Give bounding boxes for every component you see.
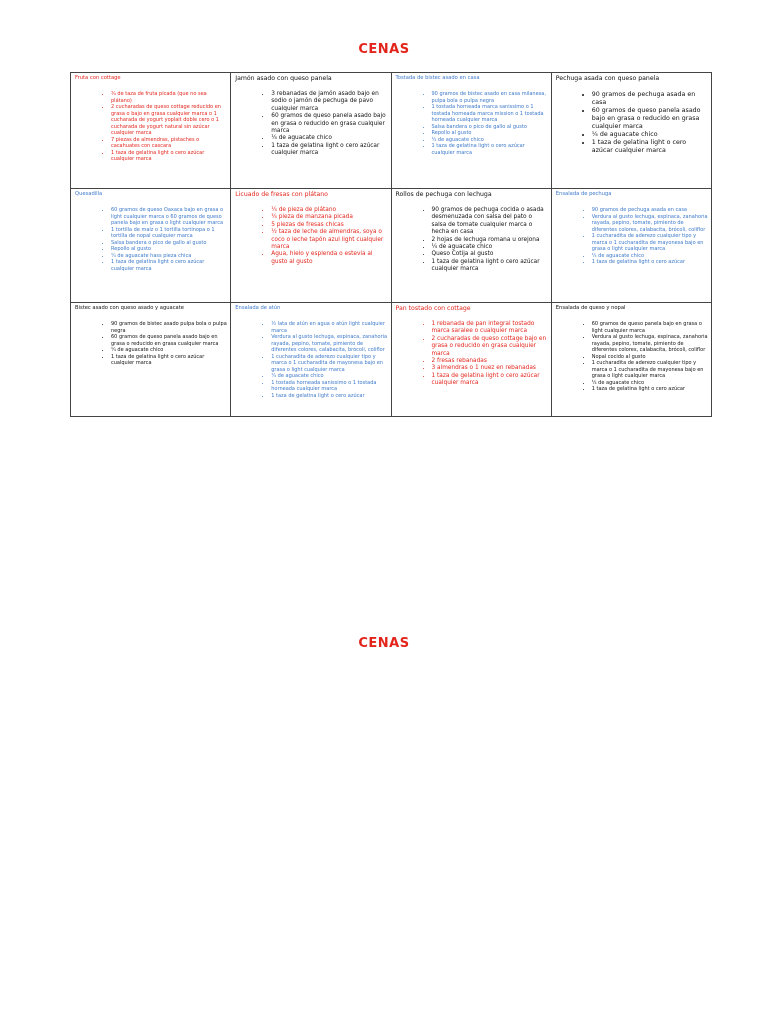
ingredient-item: • 2 cucharadas de queso cottage reducido en grasa o bajo en grasa cualquier marca o 1 cucharada de yogurt yoplait doble cero o 1 cucharada de yogurt natural sin azúcar cualquier marca bbox=[111, 104, 227, 137]
ingredient-list bbox=[75, 207, 227, 272]
ingredient-item: • Nopal cocido al gusto bbox=[592, 354, 708, 361]
ingredient-item: • 3 rebanadas de jamón asado bajo en sodio o jamón de pechuga de pavo cualquier marca bbox=[271, 91, 387, 113]
ingredient-item: • Queso Cotija al gusto bbox=[432, 251, 548, 258]
ingredient-item: • Verdura al gusto lechuga, espinaca, zanahoria rayada, pepino, tomate, pimiento de diferentes colores, calabacita, brócoli, coliflor bbox=[592, 334, 708, 354]
ingredient-item: • 90 gramos de pechuga asada en casa bbox=[592, 91, 708, 107]
ingredient-item: • ¾ de taza de fruta picada (que no sea plátano) bbox=[111, 91, 227, 104]
menu-cell bbox=[391, 189, 551, 303]
ingredient-list bbox=[235, 321, 387, 399]
ingredient-item: • 1 cucharadita de aderezo cualquier tipo y marca o 1 cucharadita de mayonesa bajo en grasa o light cualquier marca bbox=[592, 360, 708, 380]
menu-cell bbox=[551, 73, 711, 189]
ingredient-list bbox=[556, 207, 708, 266]
ingredient-item: • 1 tostada horneada sanissimo o 1 tostada horneada cualquier marca bbox=[271, 380, 387, 393]
recipe-title: Pechuga asada con queso panela bbox=[555, 75, 660, 82]
menu-cell bbox=[391, 73, 551, 189]
ingredient-item: • ¼ de aguacate chico bbox=[111, 347, 227, 354]
menu-cell bbox=[71, 303, 231, 417]
ingredient-item: • 1 taza de gelatina light o cero azúcar cualquier marca bbox=[271, 143, 387, 158]
ingredient-item: • 1 rebanada de pan integral tostado marca saralee o cualquier marca bbox=[432, 321, 548, 336]
ingredient-item: • 1 taza de gelatina light o cero azúcar cualquier marca bbox=[111, 354, 227, 367]
ingredient-item: • 1 taza de gelatina light o cero azúcar bbox=[592, 259, 708, 266]
ingredient-list bbox=[235, 91, 387, 158]
menu-cell bbox=[391, 303, 551, 417]
ingredient-item: • 60 gramos de queso panela bajo en grasa o light cualquier marca bbox=[592, 321, 708, 334]
ingredient-item: • Salsa bandera o pico de gallo al gusto bbox=[432, 124, 548, 131]
ingredient-item: • ¼ de aguacate chico bbox=[592, 380, 708, 387]
ingredient-item: • 90 gramos de pechuga asada en casa bbox=[592, 207, 708, 214]
page-title-2: CENAS bbox=[358, 636, 410, 651]
ingredient-item: • 1 taza de gelatina light o cero azúcar cualquier marca bbox=[432, 373, 548, 388]
ingredient-item: • 1 taza de gelatina light o cero azúcar cualquier marca bbox=[432, 143, 548, 156]
recipe-title: Ensalada de queso y nopal bbox=[555, 305, 626, 311]
table-row bbox=[71, 303, 712, 417]
menu-cell bbox=[231, 189, 391, 303]
ingredient-item: • 1 tostada horneada marca sanissimo o 1 tostada horneada marca mission o 1 tostada horneada cualquier marca bbox=[432, 104, 548, 124]
ingredient-item: • 1 taza de gelatina light o cero azúcar bbox=[271, 393, 387, 400]
ingredient-item: • ¼ de pieza de plátano bbox=[271, 207, 387, 214]
ingredient-list bbox=[556, 321, 708, 393]
recipe-title: Bistec asado con queso asado y aguacate bbox=[75, 305, 184, 311]
ingredient-item: • 1 taza de gelatina light o cero azúcar bbox=[592, 386, 708, 393]
ingredient-item: • ¼ pieza de manzana picada bbox=[271, 214, 387, 221]
page-title: CENAS bbox=[358, 42, 410, 57]
ingredient-item: • Verdura al gusto lechuga, espinaca, zanahoria rayada, pepino, tomate, pimiento de diferentes colores, calabacita, brócoli, coliflor bbox=[271, 334, 387, 354]
menu-cell bbox=[71, 189, 231, 303]
ingredient-item: • Agua, hielo y esplenda o estevia al gusto al gusto bbox=[271, 251, 387, 266]
menu-cell bbox=[551, 189, 711, 303]
ingredient-item: • Salsa bandera o pico de gallo al gusto bbox=[111, 240, 227, 247]
menu-table bbox=[70, 72, 712, 417]
ingredient-item: • 90 gramos de pechuga cocida o asada desmenuzada con salsa del pato o salsa de tomate cualquier marca o hecha en casa bbox=[432, 207, 548, 237]
ingredient-item: • Repollo al gusto bbox=[111, 246, 227, 253]
ingredient-item: • 60 gramos de queso Oaxaca bajo en grasa o light cualquier marca o 60 gramos de queso panela bajo en grasa o light cualquier marca bbox=[111, 207, 227, 227]
ingredient-item: • ¼ de aguacate chico bbox=[592, 253, 708, 260]
recipe-title: Ensalada de pechuga bbox=[555, 191, 612, 197]
ingredient-item: • 1 taza de gelatina light o cero azúcar cualquier marca bbox=[111, 150, 227, 163]
ingredient-item: • Verdura al gusto lechuga, espinaca, zanahoria rayada, pepino, tomate, pimiento de diferentes colores, calabacita, brócoli, coliflor bbox=[592, 214, 708, 234]
ingredient-item: • ½ lata de atún en agua o atún light cualquier marca bbox=[271, 321, 387, 334]
ingredient-list bbox=[235, 207, 387, 266]
ingredient-item: • ¼ de aguacate chico bbox=[592, 131, 708, 139]
ingredient-list bbox=[396, 207, 548, 274]
ingredient-item: • 90 gramos de bistec asado en casa milanesa, pulpa bola o pulpa negra bbox=[432, 91, 548, 104]
ingredient-item: • 90 gramos de bistec asado pulpa bola o pulpa negra bbox=[111, 321, 227, 334]
ingredient-item: • 1 tortilla de maíz o 1 tortilla tortinopa o 1 tortilla de nopal cualquier marca bbox=[111, 227, 227, 240]
ingredient-item: • 1 taza de gelatina light o cero azúcar cualquier marca bbox=[592, 139, 708, 155]
ingredient-item: • 7 piezas de almendras, pistaches o cacahuates con cascara bbox=[111, 137, 227, 150]
ingredient-item: • 2 fresas rebanadas bbox=[432, 358, 548, 365]
recipe-title: Fruta con cottage bbox=[75, 75, 121, 81]
ingredient-item: • 1 cucharadita de aderezo cualquier tipo y marca o 1 cucharadita de mayonesa bajo en grasa o light cualquier marca bbox=[271, 354, 387, 374]
recipe-title: Tostada de bistec asado en casa bbox=[395, 75, 480, 81]
ingredient-item: • Repollo al gusto bbox=[432, 130, 548, 137]
ingredient-item: • ¼ de aguacate chico bbox=[432, 244, 548, 251]
recipe-title: Jamón asado con queso panela bbox=[235, 75, 332, 82]
ingredient-list bbox=[556, 91, 708, 155]
ingredient-item: • 3 almendras o 1 nuez en rebanadas bbox=[432, 365, 548, 372]
ingredient-item: • ¼ de aguacate hass pieza chica bbox=[111, 253, 227, 260]
ingredient-item: • 1 cucharadita de aderezo cualquier tipo y marca o 1 cucharadita de mayonesa bajo en grasa o light cualquier marca bbox=[592, 233, 708, 253]
table-row bbox=[71, 189, 712, 303]
recipe-title: Licuado de fresas con plátano bbox=[235, 191, 328, 198]
ingredient-item: • 60 gramos de queso panela asado bajo en grasa o reducido en grasa cualquier marca bbox=[592, 107, 708, 131]
recipe-title: Quesadilla bbox=[75, 191, 103, 197]
ingredient-list bbox=[75, 91, 227, 163]
ingredient-item: • 2 hojas de lechuga romana u orejona bbox=[432, 237, 548, 244]
ingredient-item: • ¼ de aguacate chico bbox=[271, 135, 387, 142]
ingredient-item: • 60 gramos de queso panela asado bajo en grasa o reducido en grasa cualquier marca bbox=[111, 334, 227, 347]
ingredient-item: • ½ taza de leche de almendras, soya o coco o leche tapón azul light cualquier marca bbox=[271, 229, 387, 251]
ingredient-item: • 5 piezas de fresas chicas bbox=[271, 222, 387, 229]
menu-cell bbox=[231, 303, 391, 417]
menu-cell bbox=[231, 73, 391, 189]
recipe-title: Pan tostado con cottage bbox=[395, 305, 471, 312]
ingredient-item: • ¼ de aguacate chico bbox=[432, 137, 548, 144]
table-row bbox=[71, 73, 712, 189]
ingredient-item: • 1 taza de gelatina light o cero azúcar cualquier marca bbox=[432, 259, 548, 274]
recipe-title: Ensalada de atún bbox=[235, 305, 281, 311]
ingredient-list bbox=[75, 321, 227, 367]
ingredient-list bbox=[396, 321, 548, 388]
menu-cell bbox=[551, 303, 711, 417]
ingredient-item: • 2 cucharadas de queso cottage bajo en grasa o reducido en grasa cualquier marca bbox=[432, 336, 548, 358]
ingredient-item: • 1 taza de gelatina light o cero azúcar cualquier marca bbox=[111, 259, 227, 272]
recipe-title: Rollos de pechuga con lechuga bbox=[395, 191, 492, 198]
ingredient-item: • ¼ de aguacate chico bbox=[271, 373, 387, 380]
menu-cell bbox=[71, 73, 231, 189]
ingredient-list bbox=[396, 91, 548, 156]
ingredient-item: • 60 gramos de queso panela asado bajo en grasa o reducido en grasa cualquier marca bbox=[271, 113, 387, 135]
